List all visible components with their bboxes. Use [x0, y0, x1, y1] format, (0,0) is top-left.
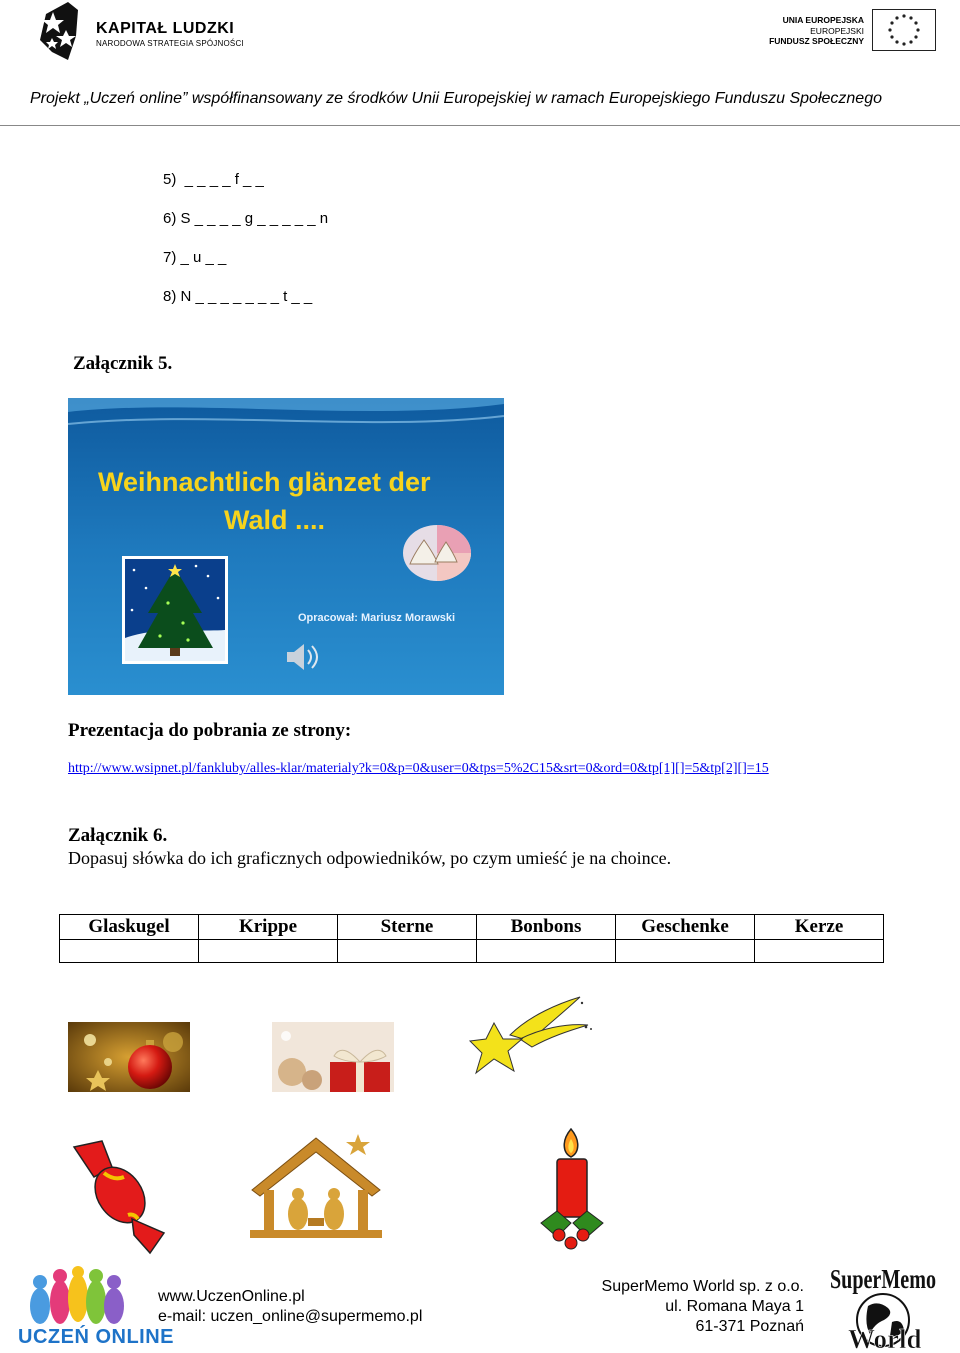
slide-title-line-2: Wald .... [224, 505, 325, 535]
gift-box-icon [272, 1022, 394, 1092]
footer-contact [158, 1287, 422, 1327]
uczen-online-logo-text: UCZEŃ ONLINE [18, 1326, 174, 1348]
attachment-6-heading: Załącznik 6. [68, 825, 168, 846]
puzzle-line-6: 6) S _ _ _ _ g _ _ _ _ _ n [163, 210, 329, 227]
answer-cell[interactable] [616, 940, 755, 963]
footer-address [602, 1277, 804, 1337]
eu-line-2: EUROPEJSKI [810, 25, 864, 36]
word-cell-krippe: Krippe [199, 915, 338, 940]
kapital-ludzki-title: KAPITAŁ LUDZKI [96, 20, 235, 37]
header-divider [0, 125, 960, 126]
attachment-6-instruction: Dopasuj słówka do ich graficznych odpowiedników, po czym umieść je na choince. [68, 848, 672, 868]
answer-cell[interactable] [477, 940, 616, 963]
uczen-online-figures-icon [14, 1266, 142, 1326]
word-cell-geschenke: Geschenke [616, 915, 755, 940]
footer-website: www.UczenOnline.pl [158, 1288, 305, 1305]
footer-email: e-mail: uczen_online@supermemo.pl [158, 1308, 423, 1325]
answer-cell[interactable] [755, 940, 884, 963]
answer-cell[interactable] [199, 940, 338, 963]
word-cell-glaskugel: Glaskugel [60, 915, 199, 940]
presentation-download-link[interactable]: http://www.wsipnet.pl/fankluby/alles-klar/materialy?k=0&p=0&user=0&tps=5%2C15&srt=0&ord=0&tp[1][]=5&tp[2][]=15 [68, 761, 769, 776]
christmas-tree-icon [122, 556, 228, 664]
footer-company: SuperMemo World sp. z o.o. [601, 1278, 804, 1295]
ornament-ball-icon [68, 1022, 190, 1092]
presentation-slide-thumbnail [68, 398, 504, 695]
footer-city: 61-371 Poznań [695, 1318, 804, 1335]
candy-icon [72, 1137, 170, 1255]
word-cell-bonbons: Bonbons [477, 915, 616, 940]
answer-row [60, 940, 884, 963]
answer-cell[interactable] [60, 940, 199, 963]
bells-icon [403, 525, 471, 581]
word-cell-sterne: Sterne [338, 915, 477, 940]
download-label: Prezentacja do pobrania ze strony: [68, 720, 352, 741]
kapital-ludzki-emblem-icon [38, 0, 84, 62]
project-funding-line: Projekt „Uczeń online” współfinansowany ze środków Unii Europejskiej w ramach Europejskiego Funduszu Społecznego [30, 90, 882, 107]
nativity-crib-icon [246, 1130, 386, 1240]
supermemo-world-logo [828, 1262, 938, 1352]
slide-title-line-1: Weihnachtlich glänzet der [98, 467, 431, 497]
shooting-star-icon [470, 995, 595, 1083]
answer-cell[interactable] [338, 940, 477, 963]
supermemo-brand-1: SuperMemo [830, 1264, 936, 1294]
eu-line-1: UNIA EUROPEJSKA [782, 15, 864, 25]
slide-author: Opracował: Mariusz Morawski [298, 612, 456, 624]
eu-flag-icon [872, 9, 936, 51]
puzzle-line-7: 7) _ u _ _ [163, 249, 227, 266]
kapital-ludzki-subtitle: NARODOWA STRATEGIA SPÓJNOŚCI [96, 39, 244, 48]
puzzle-line-5: 5) _ _ _ _ f _ _ [163, 171, 264, 188]
attachment-5-heading: Załącznik 5. [73, 353, 173, 374]
eu-fund-label [769, 15, 864, 47]
eu-line-3: FUNDUSZ SPOŁECZNY [769, 36, 864, 46]
supermemo-brand-2: World [848, 1324, 922, 1353]
word-cell-kerze: Kerze [755, 915, 884, 940]
advent-candle-icon [527, 1127, 609, 1257]
puzzle-line-8: 8) N _ _ _ _ _ _ _ t _ _ [163, 288, 313, 305]
footer-street: ul. Romana Maya 1 [665, 1298, 804, 1315]
word-match-table [59, 914, 884, 963]
word-row [60, 915, 884, 940]
